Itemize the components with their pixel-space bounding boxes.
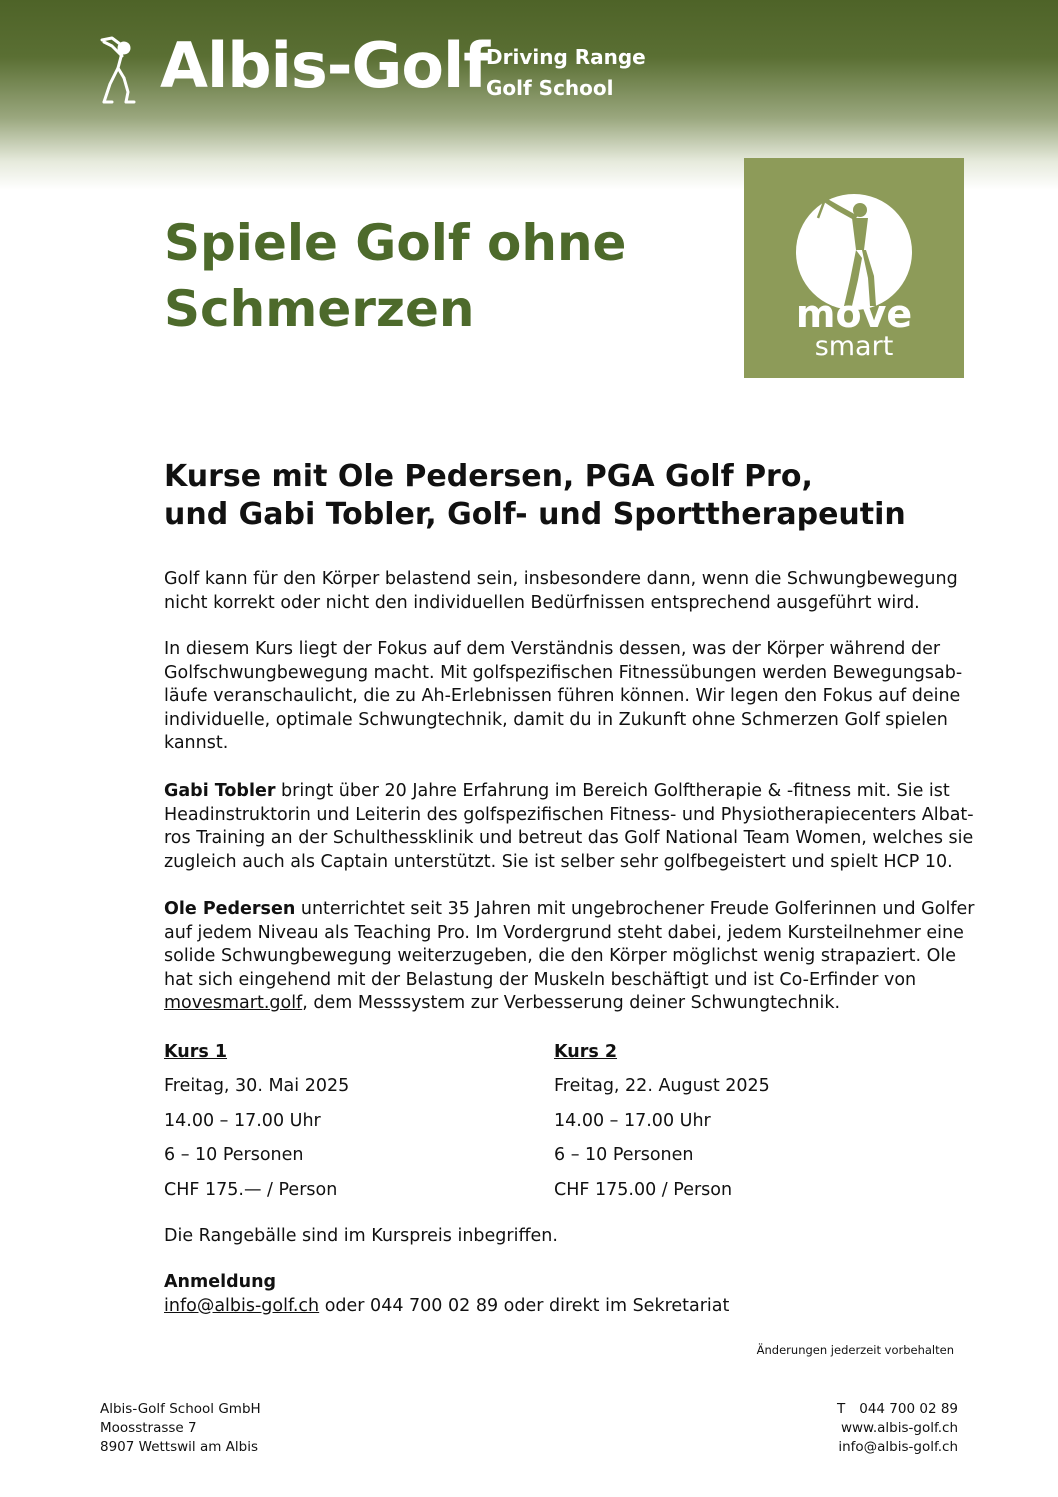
course-title: Kurs 1	[164, 1042, 228, 1062]
brand-sub-driving-range: Driving Range	[486, 45, 646, 69]
paragraph-line	[164, 992, 984, 1016]
course-date: Freitag, 22. August 2025	[554, 1076, 770, 1096]
paragraph-line: zugleich auch als Captain unterstützt. Sie ist selber sehr golfbegeistert und spielt HCP 10.	[164, 851, 953, 872]
paragraph-text: , dem Messsystem zur Verbesserung deiner Schwungtechnik.	[302, 993, 841, 1013]
movesmart-link[interactable]: movesmart.golf	[164, 993, 303, 1013]
ole-pedersen-paragraph	[164, 898, 984, 1016]
paragraph-text: bringt über 20 Jahre Erfahrung im Bereich Golftherapie & -fitness mit. Sie ist	[275, 781, 950, 801]
registration-line	[164, 1295, 729, 1319]
footer-address	[100, 1400, 261, 1457]
course-focus-paragraph	[164, 638, 984, 756]
registration-email-link[interactable]: info@albis-golf.ch	[164, 1295, 320, 1316]
paragraph-line	[164, 780, 984, 804]
intro-paragraph	[164, 568, 984, 615]
page-title	[164, 210, 724, 342]
move-word: move	[795, 292, 913, 336]
course-time: 14.00 – 17.00 Uhr	[554, 1110, 711, 1131]
course-participants: 6 – 10 Personen	[164, 1145, 304, 1165]
paragraph-line: auf jedem Niveau als Teaching Pro. Im Vordergrund steht dabei, jedem Kursteilnehmer eine	[164, 922, 964, 943]
registration-title: Anmeldung	[164, 1272, 277, 1292]
course-title: Kurs 2	[554, 1042, 618, 1062]
subtitle-line-1: Kurse mit Ole Pedersen, PGA Golf Pro,	[164, 459, 813, 494]
brand-tagline	[486, 42, 646, 104]
footer-website-link[interactable]: www.albis-golf.ch	[840, 1420, 958, 1436]
footer-email-link[interactable]: info@albis-golf.ch	[838, 1439, 958, 1455]
paragraph-line: Headinstruktorin und Leiterin des golfspezifischen Fitness- und Physiotherapiecenters Albat-	[164, 804, 974, 825]
footer-city: 8907 Wettswil am Albis	[100, 1439, 259, 1455]
paragraph-line: solide Schwungbewegung weiterzugeben, die den Körper möglichst wenig strapaziert. Ole	[164, 946, 956, 966]
course-price: CHF 175.00 / Person	[554, 1179, 733, 1200]
course-time: 14.00 – 17.00 Uhr	[164, 1110, 321, 1131]
move-smart-logo	[744, 158, 964, 378]
subtitle-line-2: und Gabi Tobler, Golf- und Sporttherapeutin	[164, 497, 906, 532]
ole-pedersen-name: Ole Pedersen	[164, 899, 296, 919]
paragraph-line: läufe veranschaulicht, die zu Ah-Erlebnissen führen können. Wir legen den Fokus auf deine	[164, 686, 961, 706]
page-title-line-1: Spiele Golf ohne	[164, 214, 627, 272]
page-title-line-2: Schmerzen	[164, 280, 475, 338]
phone-prefix: T	[836, 1401, 846, 1417]
paragraph-text: unterrichtet seit 35 Jahren mit ungebrochener Freude Golferinnen und Golfer	[295, 899, 975, 919]
smart-word: smart	[814, 331, 894, 362]
course-date: Freitag, 30. Mai 2025	[164, 1076, 350, 1096]
brand-name: Albis-Golf	[160, 29, 490, 102]
subtitle	[164, 458, 994, 534]
paragraph-line: Golf kann für den Körper belastend sein, insbesondere dann, wenn die Schwungbewegung	[164, 569, 958, 589]
course-participants: 6 – 10 Personen	[554, 1145, 694, 1165]
paragraph-line: individuelle, optimale Schwungtechnik, damit du in Zukunft ohne Schmerzen Golf spielen	[164, 709, 948, 730]
paragraph-line: Golfschwungbewegung macht. Mit golfspezifischen Fitnessübungen werden Bewegungsab-	[164, 662, 963, 683]
course-1	[164, 1040, 524, 1212]
footer-street: Moosstrasse 7	[100, 1420, 197, 1436]
golfer-logo-icon	[96, 34, 146, 106]
gabi-tobler-paragraph	[164, 780, 984, 874]
registration	[164, 1271, 729, 1318]
paragraph-line: ros Training an der Schulthessklinik und betreut das Golf National Team Women, welches sie	[164, 828, 974, 848]
registration-text: oder 044 700 02 89 oder direkt im Sekretariat	[319, 1295, 730, 1316]
paragraph-line: In diesem Kurs liegt der Fokus auf dem Verständnis dessen, was der Körper während der	[164, 639, 941, 659]
paragraph-line: kannst.	[164, 733, 229, 753]
range-balls-note: Die Rangebälle sind im Kurspreis inbegriffen.	[164, 1226, 558, 1246]
footer-phone-line	[837, 1400, 958, 1419]
footer-phone[interactable]: 044 700 02 89	[859, 1401, 958, 1417]
paragraph-line	[164, 898, 984, 922]
brand-sub-golf-school: Golf School	[486, 76, 614, 100]
footer-contact	[837, 1400, 958, 1457]
course-price: CHF 175.— / Person	[164, 1179, 338, 1200]
paragraph-line: hat sich eingehend mit der Belastung der Muskeln beschäftigt und ist Co-Erfinder von	[164, 969, 917, 990]
disclaimer: Änderungen jederzeit vorbehalten	[756, 1343, 954, 1357]
course-2	[554, 1040, 914, 1212]
paragraph-line: nicht korrekt oder nicht den individuellen Bedürfnissen entsprechend ausgeführt wird.	[164, 592, 920, 613]
footer-company: Albis-Golf School GmbH	[100, 1401, 261, 1417]
gabi-tobler-name: Gabi Tobler	[164, 781, 276, 801]
